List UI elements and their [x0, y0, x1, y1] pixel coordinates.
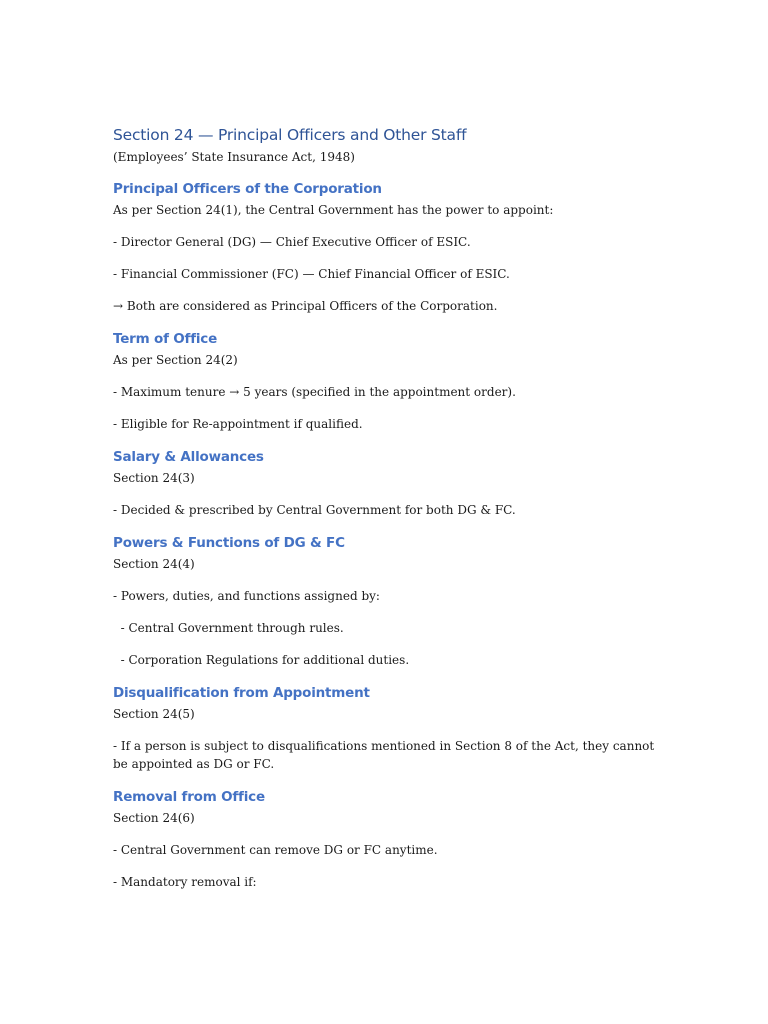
paragraph: As per Section 24(1), the Central Government has the power to appoint:	[113, 203, 554, 217]
paragraph: - Maximum tenure → 5 years (specified in the appointment order).	[113, 385, 516, 399]
paragraph: Section 24(4)	[113, 557, 195, 571]
paragraph: - Central Government can remove DG or FC anytime.	[113, 843, 438, 857]
paragraph: Section 24(6)	[113, 811, 195, 825]
paragraph: As per Section 24(2)	[113, 353, 238, 367]
paragraph: - Financial Commissioner (FC) — Chief Financial Officer of ESIC.	[113, 267, 510, 281]
paragraph: - Corporation Regulations for additional duties.	[113, 653, 410, 667]
paragraph: - Central Government through rules.	[113, 621, 344, 635]
paragraph: → Both are considered as Principal Officers of the Corporation.	[113, 299, 498, 313]
paragraph: - Powers, duties, and functions assigned by:	[113, 589, 380, 603]
section-heading-salary-allowances: Salary & Allowances	[113, 449, 264, 465]
document-subtitle: (Employees’ State Insurance Act, 1948)	[113, 150, 355, 164]
paragraph: - Decided & prescribed by Central Government for both DG & FC.	[113, 503, 516, 517]
section-heading-disqualification: Disqualification from Appointment	[113, 685, 370, 701]
paragraph: - Eligible for Re-appointment if qualified.	[113, 417, 363, 431]
paragraph: Section 24(5)	[113, 707, 195, 721]
section-heading-powers-functions: Powers & Functions of DG & FC	[113, 535, 345, 551]
paragraph: - If a person is subject to disqualifications mentioned in Section 8 of the Act, they cannot be appointed as DG or FC.	[113, 739, 655, 771]
section-heading-removal-from-office: Removal from Office	[113, 789, 265, 805]
section-heading-principal-officers: Principal Officers of the Corporation	[113, 181, 382, 197]
section-heading-term-of-office: Term of Office	[113, 331, 218, 347]
paragraph: - Director General (DG) — Chief Executive Officer of ESIC.	[113, 235, 471, 249]
paragraph: Section 24(3)	[113, 471, 195, 485]
document-page	[113, 124, 661, 905]
document-title: Section 24 — Principal Officers and Other Staff	[113, 126, 467, 144]
paragraph: - Mandatory removal if:	[113, 875, 257, 889]
